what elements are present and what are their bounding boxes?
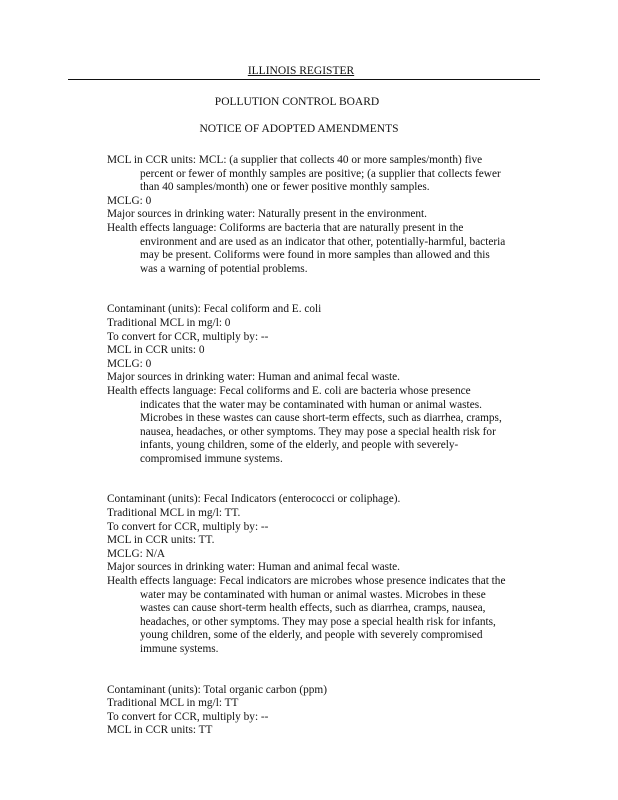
text-line: Health effects language: Fecal indicators are microbes whose presence indicates that the bbox=[107, 575, 506, 588]
entry bbox=[107, 317, 547, 331]
entry bbox=[107, 697, 547, 711]
text-line: Traditional MCL in mg/l: TT bbox=[107, 697, 239, 710]
text-line: To convert for CCR, multiply by: -- bbox=[107, 520, 269, 533]
entry bbox=[107, 371, 547, 385]
entry bbox=[107, 507, 547, 521]
entry bbox=[107, 711, 547, 725]
text-line: than 40 samples/month) one or fewer positive monthly samples. bbox=[140, 181, 430, 194]
entry bbox=[107, 154, 547, 195]
entry bbox=[107, 724, 547, 738]
text-line: MCL in CCR units: TT. bbox=[107, 534, 215, 547]
block-spacer bbox=[107, 276, 547, 303]
text-line: wastes can cause short-term health effects, such as diarrhea, cramps, nausea, bbox=[140, 602, 486, 615]
entry bbox=[107, 195, 547, 209]
text-line: indicates that the water may be contaminated with human or animal wastes. bbox=[140, 398, 482, 411]
register-heading bbox=[0, 65, 610, 77]
entry bbox=[107, 534, 547, 548]
entry bbox=[107, 684, 547, 698]
entry bbox=[107, 358, 547, 372]
text-line: MCLG: 0 bbox=[107, 357, 152, 370]
text-line: may be present. Coliforms were found in more samples than allowed and this bbox=[140, 249, 490, 262]
entry bbox=[107, 561, 547, 575]
entry bbox=[107, 521, 547, 535]
text-line: MCL in CCR units: MCL: (a supplier that collects 40 or more samples/month) five bbox=[107, 154, 483, 166]
text-line: To convert for CCR, multiply by: -- bbox=[107, 710, 269, 723]
entry bbox=[107, 303, 547, 317]
text-line: infants, young children, some of the elderly, and people with severely- bbox=[140, 439, 459, 452]
entry bbox=[107, 208, 547, 222]
text-line: headaches, or other symptoms. They may pose a special health risk for infants, bbox=[140, 615, 496, 628]
notice-heading: NOTICE OF ADOPTED AMENDMENTS bbox=[199, 123, 399, 135]
text-line: To convert for CCR, multiply by: -- bbox=[107, 330, 269, 343]
entry bbox=[107, 493, 547, 507]
text-line: nausea, headaches, or other symptoms. They may pose a special health risk for bbox=[140, 425, 496, 438]
text-line: Contaminant (units): Total organic carbon (ppm) bbox=[107, 683, 327, 696]
text-line: compromised immune systems. bbox=[140, 452, 283, 465]
document-body bbox=[107, 154, 547, 738]
block-spacer bbox=[107, 657, 547, 684]
text-line: MCL in CCR units: 0 bbox=[107, 344, 205, 357]
block-spacer bbox=[107, 466, 547, 493]
text-line: immune systems. bbox=[140, 643, 219, 655]
text-line: Major sources in drinking water: Human and animal fecal waste. bbox=[107, 371, 400, 384]
text-line: Traditional MCL in mg/l: TT. bbox=[107, 507, 241, 520]
entry bbox=[107, 385, 547, 467]
header-rule bbox=[68, 79, 540, 80]
entry bbox=[107, 331, 547, 345]
entry bbox=[107, 548, 547, 562]
entry bbox=[107, 222, 547, 276]
text-line: environment and are used as an indicator that other, potentially-harmful, bacteria bbox=[140, 235, 506, 248]
text-line: Contaminant (units): Fecal coliform and E. coli bbox=[107, 303, 322, 316]
text-line: was a warning of potential problems. bbox=[140, 262, 308, 275]
entry bbox=[107, 575, 547, 657]
text-line: water may be contaminated with human or animal wastes. Microbes in these bbox=[140, 588, 486, 601]
contaminant-block bbox=[107, 154, 547, 276]
board-heading: POLLUTION CONTROL BOARD bbox=[214, 96, 380, 108]
text-line: Traditional MCL in mg/l: 0 bbox=[107, 316, 231, 329]
text-line: Major sources in drinking water: Naturally present in the environment. bbox=[107, 208, 427, 221]
text-line: MCL in CCR units: TT bbox=[107, 724, 213, 737]
text-line: percent or fewer of monthly samples are positive; (a supplier that collects fewer bbox=[140, 167, 501, 180]
contaminant-block bbox=[107, 493, 547, 656]
text-line: Health effects language: Coliforms are bacteria that are naturally present in the bbox=[107, 221, 464, 234]
contaminant-block bbox=[107, 303, 547, 466]
text-line: MCLG: 0 bbox=[107, 194, 152, 207]
text-line: Health effects language: Fecal coliforms and E. coli are bacteria whose presence bbox=[107, 384, 471, 397]
text-line: Contaminant (units): Fecal Indicators (enterococci or coliphage). bbox=[107, 493, 401, 506]
text-line: young children, some of the elderly, and people with severely compromised bbox=[140, 629, 483, 642]
text-line: MCLG: N/A bbox=[107, 547, 166, 560]
register-title: ILLINOIS REGISTER bbox=[247, 65, 355, 77]
entry bbox=[107, 344, 547, 358]
text-line: Major sources in drinking water: Human and animal fecal waste. bbox=[107, 561, 400, 574]
text-line: Microbes in these wastes can cause short-term effects, such as diarrhea, cramps, bbox=[140, 412, 502, 425]
contaminant-block bbox=[107, 684, 547, 738]
